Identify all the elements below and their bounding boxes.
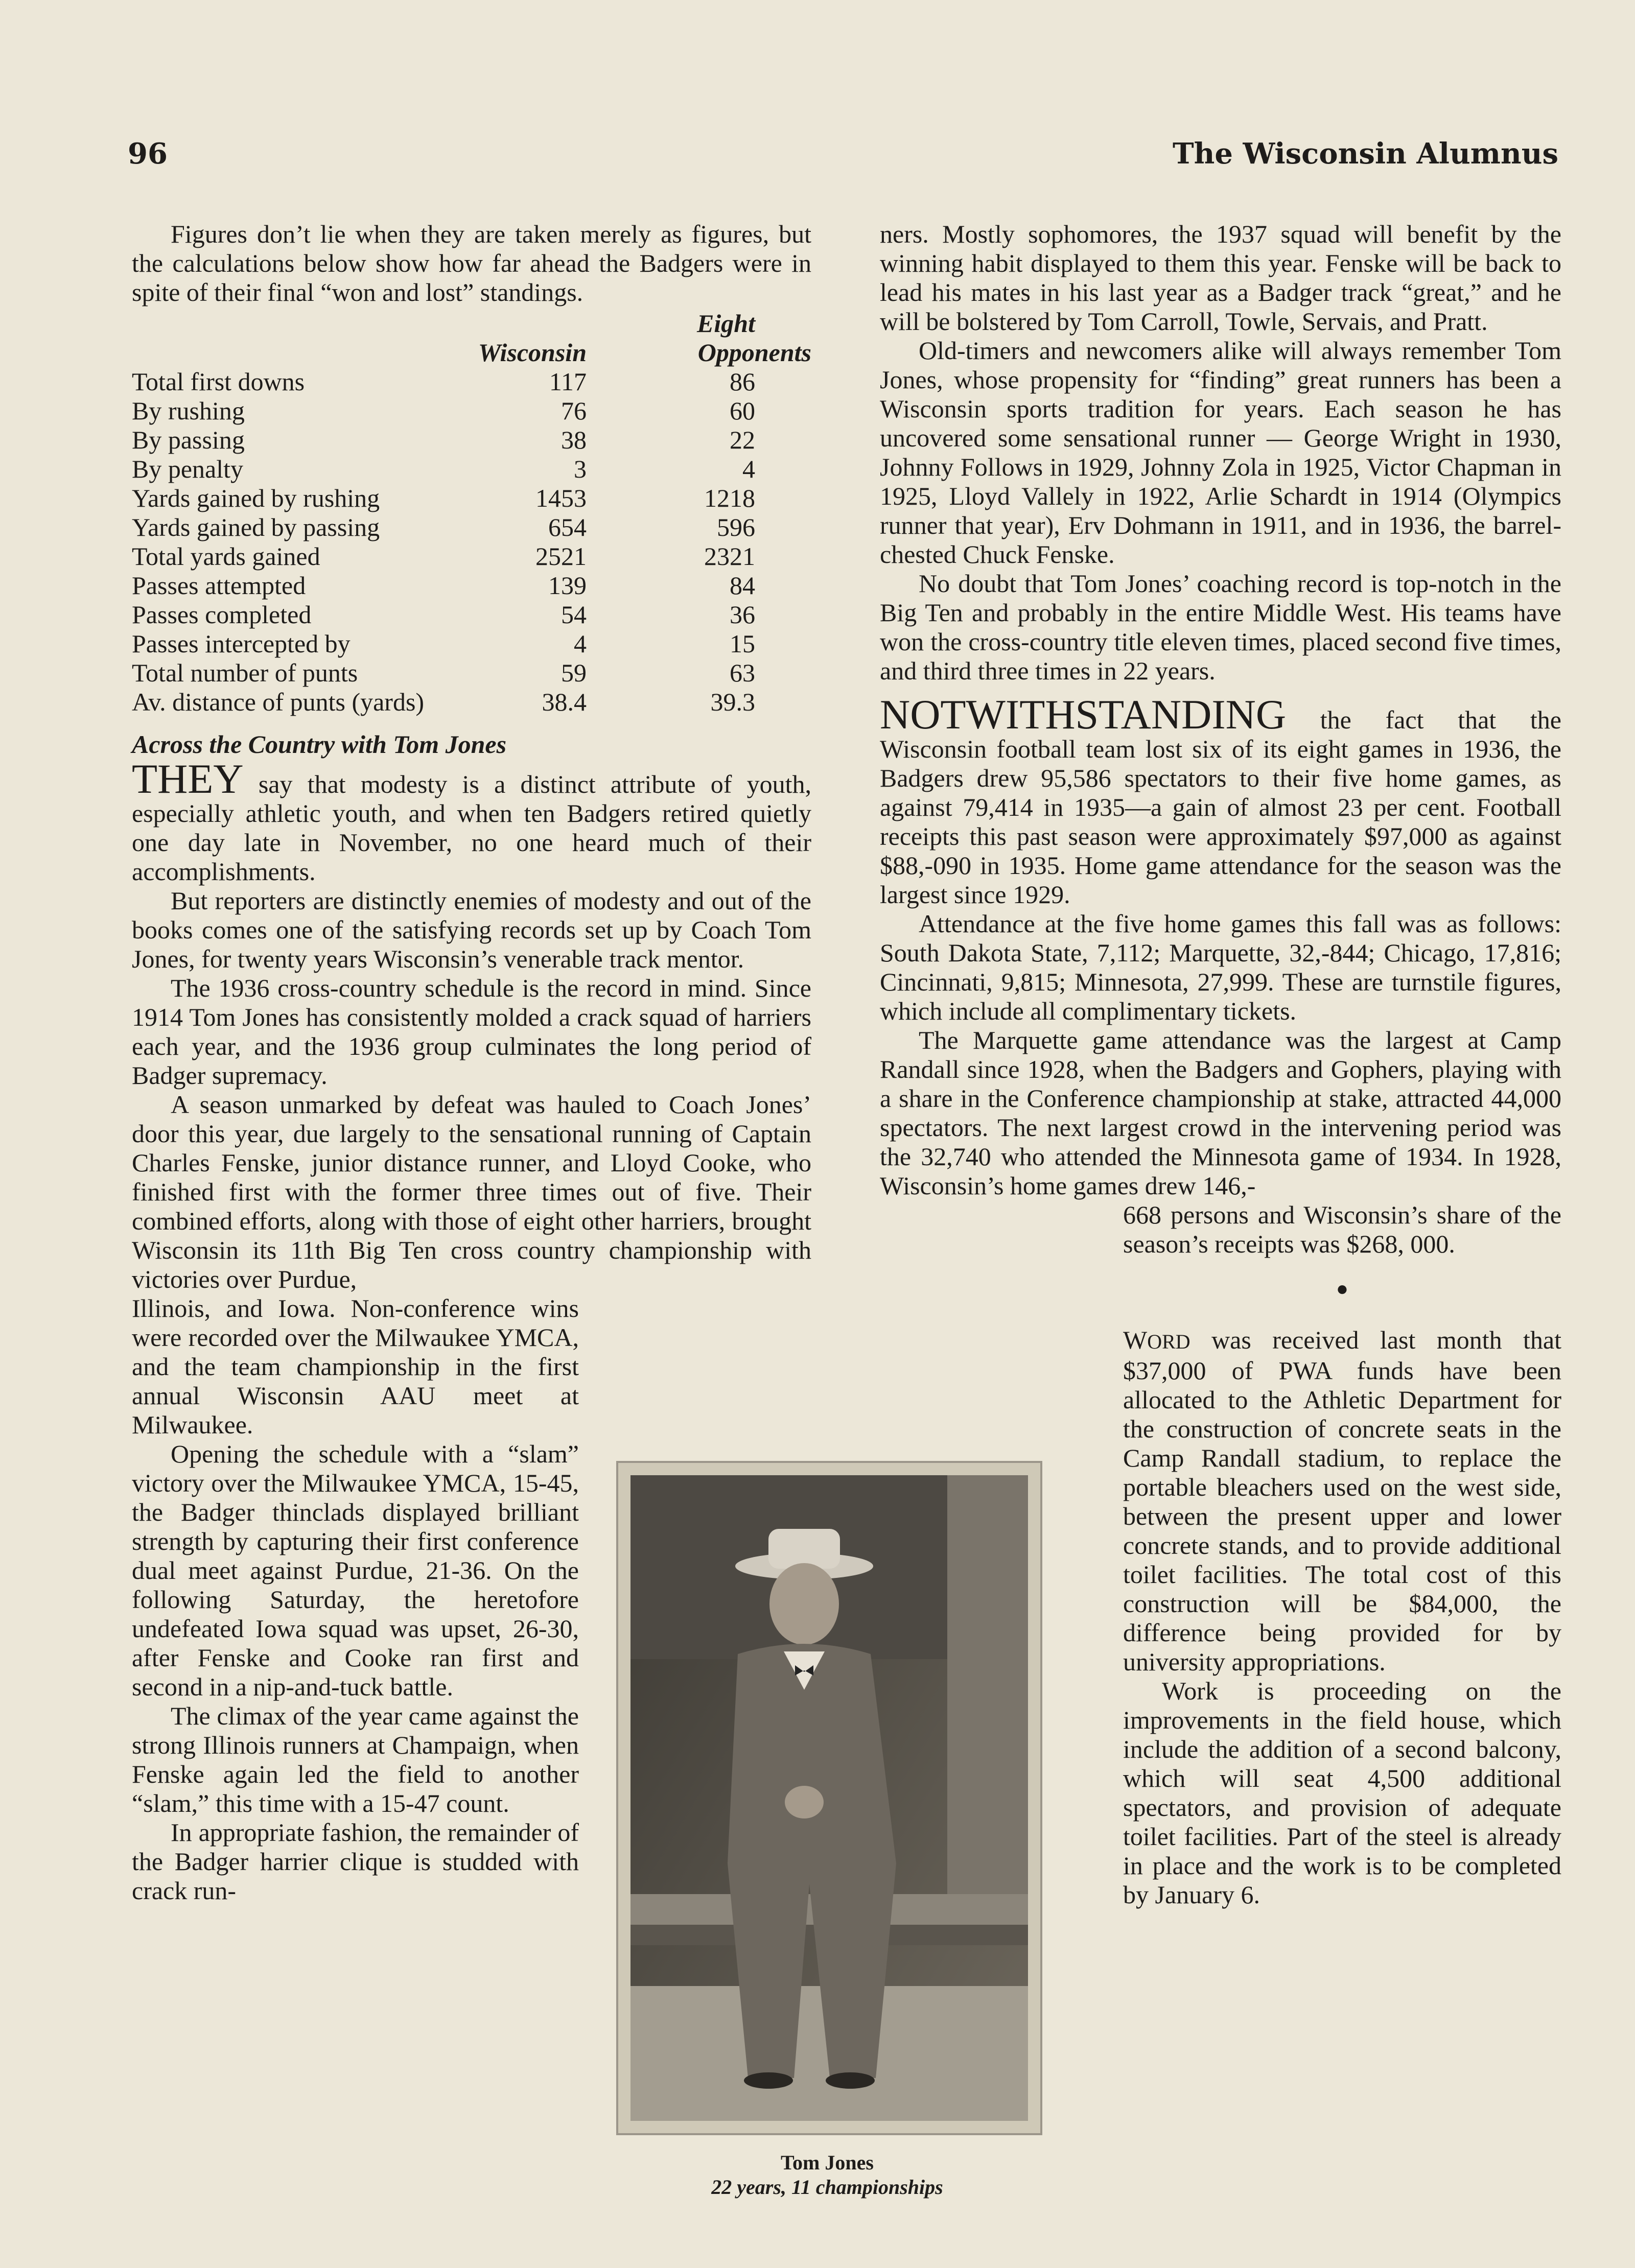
stat-wisconsin-value: 4 [574,629,587,658]
portrait-illustration [630,1475,1028,2121]
stat-label: By rushing [132,396,245,425]
narrow-text-block [132,1294,579,1905]
stats-intro: Figures don’t lie when they are taken merely as figures, but the calculations below show how far ahead the Badgers were in spite of their final “won and lost” standings. [132,220,811,306]
stat-opponents-value: 60 [730,396,755,425]
stat-wisconsin-value: 654 [548,513,587,541]
stats-body [132,367,811,717]
stats-row [132,426,811,455]
stat-opponents-value: 596 [717,513,755,541]
right-narrow-block [1123,1200,1561,1259]
stat-opponents-value: 36 [730,600,755,629]
stat-label: By passing [132,426,245,454]
stat-label: Total number of punts [132,658,358,687]
caption-name: Tom Jones [781,2151,874,2174]
photo-caption [616,2151,1038,2200]
stats-row [132,455,811,484]
right-paragraph-3: No doubt that Tom Jones’ coaching record is top-notch in the Big Ten and probably in the entire Middle West. His teams have won the cross-country title eleven times, placed second five times, and third three times in 22 years. [880,569,1561,685]
stat-wisconsin-value: 54 [561,600,587,629]
wisconsin-header: Wisconsin [478,338,587,367]
stat-opponents-value: 84 [730,571,755,600]
stats-row [132,629,811,658]
stat-label: Yards gained by passing [132,513,380,541]
right-paragraph-6: The Marquette game attendance was the largest at Camp Randall since 1928, when the Badgers and Gophers, playing with a share in the Conference championship at stake, attracted 44,000 spectators. The next largest crowd in the intervening period was the 32,740 who attended the Minnesota game of 1934. In 1928, Wisconsin’s home games drew 146,- [880,1026,1561,1200]
stat-opponents-value: 4 [742,455,755,483]
right-paragraph-4-text: the fact that the Wisconsin football team lost six of its eight games in 1936, the Badgers drew 95,586 spectators to their five home games, as against 79,414 in 1935—a gain of almost 23 per cent. Football receipts this past season were approximately $97,000 as against $88,-090 in 1935. Home game attendance for the season was the largest since 1929. [880,705,1561,909]
stat-label: Total first downs [132,367,305,396]
stat-wisconsin-value: 3 [574,455,587,483]
article-paragraph-1-text: say that modesty is a distinct attribute of youth, especially athletic youth, and when ten Badgers retired quietly one day late in November, no one heard much of their accomplishments. [132,770,811,886]
right-narrow-block-2 [1123,1326,1561,1909]
section-title: Across the Country with Tom Jones [132,730,507,759]
stats-row [132,571,811,600]
drop-cap-they: THEY [132,755,244,802]
small-cap-w: W [1123,1326,1148,1354]
stat-opponents-value: 1218 [704,484,755,512]
right-paragraph-6-cont: 668 persons and Wisconsin’s share of the season’s receipts was $268, 000. [1123,1200,1561,1258]
stat-label: Yards gained by rushing [132,484,380,512]
right-paragraph-4 [880,691,1561,909]
caption-subtitle: 22 years, 11 championships [711,2176,943,2199]
stat-opponents-value: 86 [730,367,755,396]
right-paragraph-1: ners. Mostly sophomores, the 1937 squad will benefit by the winning habit displayed to them this year. Fenske will be back to lead his mates in his last year as a Badger track “great,” and he will be bolstered by Tom Carroll, Towle, Servais, and Pratt. [880,220,1561,336]
stats-row [132,484,811,513]
stat-opponents-value: 15 [730,629,755,658]
article-paragraph-4: A season unmarked by defeat was hauled to Coach Jones’ door this year, due largely to the sensational running of Captain Charles Fenske, junior distance runner, and Lloyd Cooke, who finished first with the former three times out of five. Their combined efforts, along with those of eight other harriers, brought Wisconsin its 11th Big Ten cross country championship with victories over Purdue, [132,1090,811,1293]
portrait-photo [630,1475,1028,2121]
stat-wisconsin-value: 38 [561,426,587,454]
stat-wisconsin-value: 59 [561,658,587,687]
stat-wisconsin-value: 38.4 [542,688,587,716]
stat-opponents-value: 22 [730,426,755,454]
article-paragraph-5: Opening the schedule with a “slam” victory over the Milwaukee YMCA, 15-45, the Badger thinclads displayed brilliant strength by capturing their first conference dual meet against Purdue, 21-36. On the following Saturday, the heretofore undefeated Iowa squad was upset, 26-30, after Fenske and Cooke ran first and second in a nip-and-tuck battle. [132,1439,579,1701]
stat-label: Passes intercepted by [132,629,351,658]
article-paragraph-3: The 1936 cross-country schedule is the record in mind. Since 1914 Tom Jones has consistently molded a crack squad of harriers each year, and the 1936 group culminates the long period of Badger supremacy. [132,974,811,1090]
article-paragraph-4-cont: Illinois, and Iowa. Non-conference wins were recorded over the Milwaukee YMCA, and the team championship in the first annual Wisconsin AAU meet at Milwaukee. [132,1294,579,1439]
stat-wisconsin-value: 117 [549,367,587,396]
stat-wisconsin-value: 76 [561,396,587,425]
opponents-header-line1: Eight [697,309,755,338]
stat-wisconsin-value: 1453 [535,484,587,512]
stats-row [132,367,811,396]
small-cap-ord: ORD [1147,1330,1190,1353]
stats-row [132,658,811,688]
stat-label: Passes attempted [132,571,306,600]
portrait-photo-frame [616,1461,1042,2135]
running-head: The Wisconsin Alumnus [1172,137,1558,171]
section-separator-dot: ● [1336,1277,1349,1300]
opponents-header-line2: Opponents [697,338,811,367]
page-number: 96 [128,137,168,171]
stat-wisconsin-value: 2521 [535,542,587,571]
stat-label: Total yards gained [132,542,320,571]
right-paragraph-2: Old-timers and newcomers alike will always remember Tom Jones, whose propensity for “finding” great runners has been a Wisconsin sports tradition for years. Each season he has uncovered some sensational runner — George Wright in 1930, Johnny Follows in 1929, Johnny Zola in 1925, Victor Chapman in 1925, Lloyd Vallely in 1922, Arlie Schardt in 1914 (Olympics runner that year), Erv Dohmann in 1911, and in 1936, the barrel-chested Chuck Fenske. [880,336,1561,569]
stat-wisconsin-value: 139 [548,571,587,600]
right-paragraph-5: Attendance at the five home games this fall was as follows: South Dakota State, 7,112; Marquette, 32,-844; Chicago, 17,816; Cincinnati, 9,815; Minnesota, 27,999. These are turnstile figures, which include all complimentary tickets. [880,909,1561,1025]
right-paragraph-8: Work is proceeding on the improvements in the field house, which include the addition of a second balcony, which will seat 4,500 additional spectators, and provision of adequate toilet facilities. Part of the steel is already in place and the work is to be completed by January 6. [1123,1676,1561,1909]
stats-row [132,513,811,542]
stat-label: Av. distance of punts (yards) [132,688,425,716]
stats-header-row-1 [132,309,811,338]
article-paragraph-7: In appropriate fashion, the remainder of the Badger harrier clique is studded with crack run- [132,1818,579,1905]
stat-opponents-value: 39.3 [710,688,755,716]
stat-label: Passes completed [132,600,312,629]
drop-cap-notwithstanding: NOTWITHSTANDING [880,691,1287,738]
article-paragraph-1 [132,755,811,886]
stat-opponents-value: 63 [730,658,755,687]
stats-table [132,309,811,717]
stats-row [132,396,811,426]
stats-row [132,600,811,629]
right-paragraph-7-text: was received last month that $37,000 of PWA funds have been allocated to the Athletic Department for the construction of concrete seats in the Camp Randall stadium, to replace the portable bleachers used on the west side, between the present upper and lower concrete stands, and to provide additional toilet facilities. The total cost of this construction will be $84,000, the difference being provided for by university appropriations. [1123,1326,1561,1676]
stat-label: By penalty [132,455,244,483]
stat-opponents-value: 2321 [704,542,755,571]
right-paragraph-7 [1123,1326,1561,1676]
stats-row [132,688,811,717]
stats-header-row-2 [132,338,811,367]
stats-row [132,542,811,571]
article-paragraph-2: But reporters are distinctly enemies of modesty and out of the books comes one of the satisfying records set up by Coach Tom Jones, for twenty years Wisconsin’s venerable track mentor. [132,886,811,973]
article-paragraph-6: The climax of the year came against the strong Illinois runners at Champaign, when Fenske again led the field to another “slam,” this time with a 15-47 count. [132,1702,579,1817]
